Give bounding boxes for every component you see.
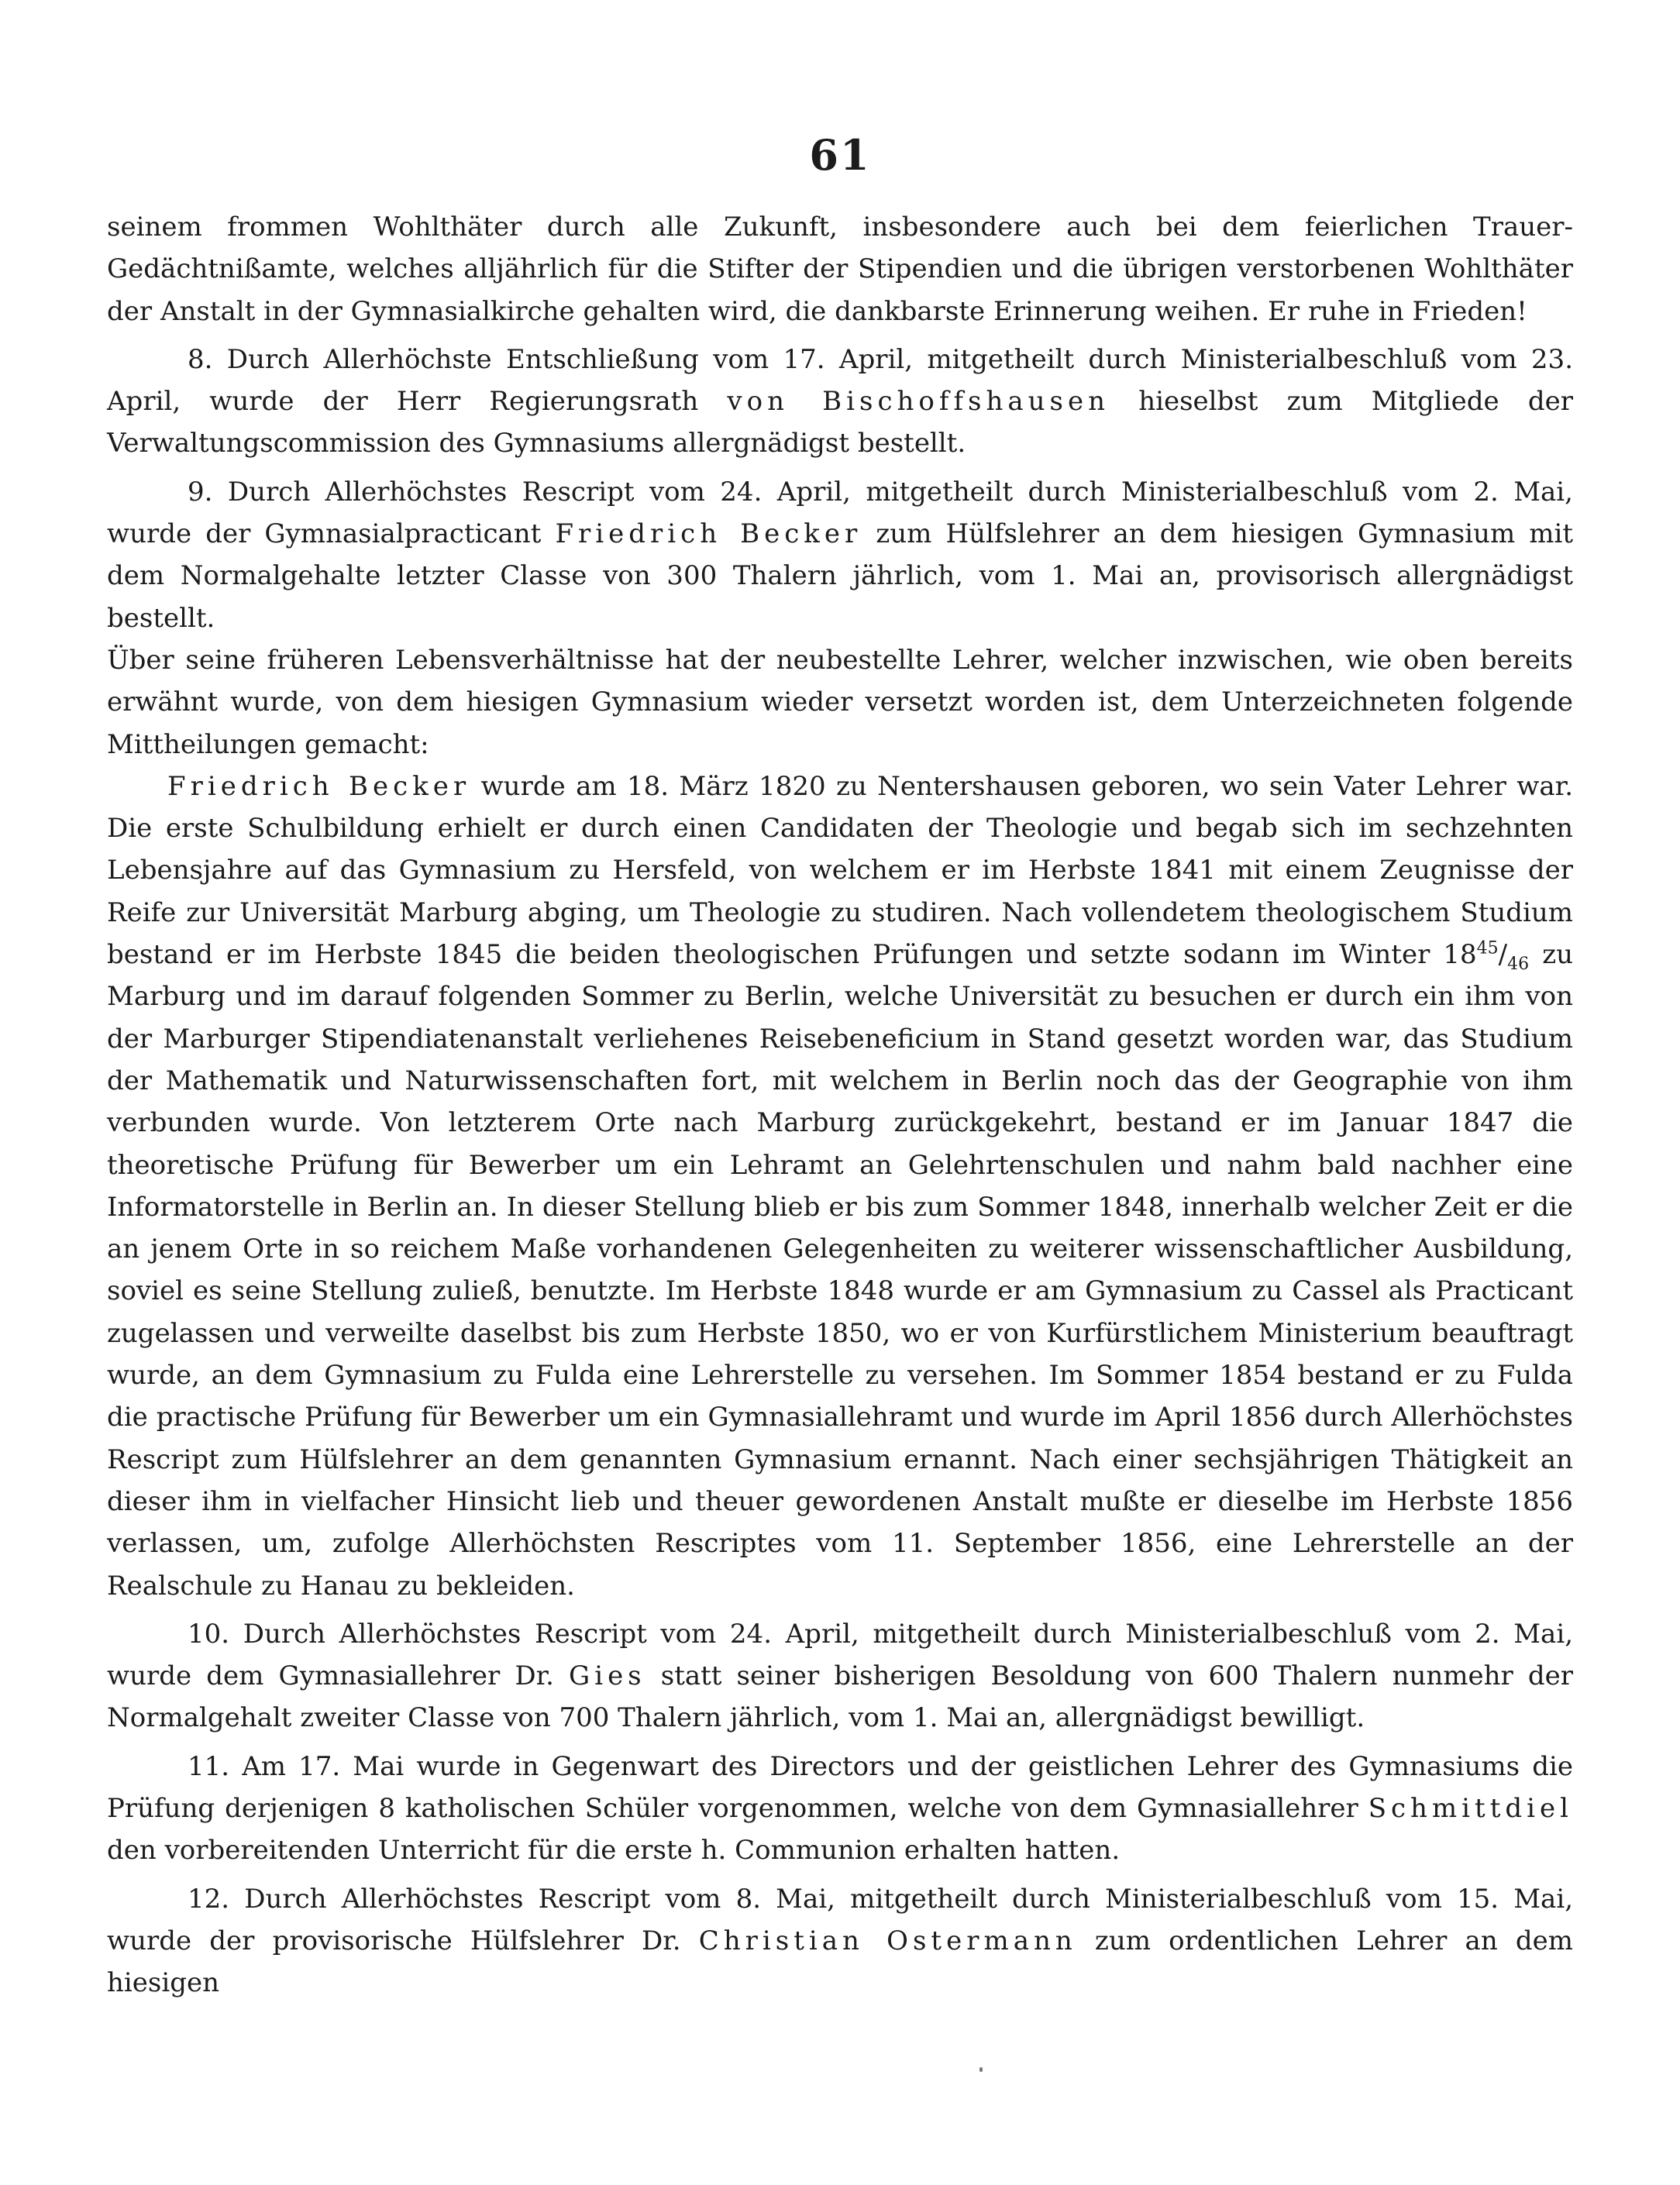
paper-speck <box>979 2067 983 2072</box>
item-12-text-a: 12. Durch Allerhöchstes Rescript vom 8. Mai, mitgetheilt durch Ministerialbeschluß vom 15. Mai, wurde der provisorische Hülfslehrer Dr. <box>107 1883 1573 1956</box>
item-8-text-a: 8. Durch Allerhöchste Entschließung vom 17. April, mitgetheilt durch Ministerialbeschluß vom 23. April, wurde der Herr Regierungsrath <box>107 343 1573 418</box>
item-9-text-a: 9. Durch Allerhöchstes Rescript vom 24. April, mitgetheilt durch Ministerialbeschluß vom 2. Mai, wurde der Gymnasialpracticant <box>107 476 1573 550</box>
item-10-paragraph <box>107 1613 1573 1739</box>
item-9-paragraph <box>107 471 1573 639</box>
item-9-text-b: zum Hülfslehrer an dem hiesigen Gymnasium mit dem Normalgehalte letzter Classe von 300 Thalern jährlich, vom 1. Mai an, provisorisch allergnädigst bestellt. <box>107 518 1574 634</box>
item-8-name: von Bischoffshausen <box>727 386 1110 418</box>
item-8-paragraph <box>107 339 1573 465</box>
item-10-name: Gies <box>569 1660 646 1692</box>
item-8-text-b: hieselbst zum Mitgliede der Verwaltungscommission des Gymnasiums allergnädigst bestellt. <box>107 386 1573 459</box>
item-10-text-b: statt seiner bisherigen Besoldung von 600 Thalern nunmehr der Normalgehalt zweiter Classe von 700 Thalern jährlich, vom 1. Mai an, allergnädigst bewilligt. <box>107 1660 1574 1734</box>
item-11-text-b: den vorbereitenden Unterricht für die erste h. Communion erhalten hatten. <box>107 1835 1121 1867</box>
item-12-text-b: zum ordentlichen Lehrer an dem hiesigen <box>107 1925 1573 1999</box>
body-text <box>107 206 1573 2004</box>
intro-paragraph: seinem frommen Wohlthäter durch alle Zukunft, insbesondere auch bei dem feierlichen Trauer-Gedächtnißamte, welches alljährlich für die Stifter der Stipendien und die übrigen verstorbenen Wohlthäter der Anstalt in der Gymnasialkirche gehalten wird, die dankbarste Erinnerung weihen. Er ruhe in Frieden! <box>107 212 1573 327</box>
page-number: 61 <box>809 130 871 180</box>
year-subscript: 46 <box>1507 954 1530 974</box>
biography-name: Friedrich Becker <box>167 770 471 802</box>
item-11-name: Schmittdiel <box>1368 1792 1573 1824</box>
biography-paragraph <box>107 766 1573 1607</box>
item-12-paragraph <box>107 1878 1573 2004</box>
item-10-text-a: 10. Durch Allerhöchstes Rescript vom 24. April, mitgetheilt durch Ministerialbeschluß vom 2. Mai, wurde dem Gymnasiallehrer Dr. <box>107 1618 1573 1692</box>
biography-text-b: zu Marburg und im darauf folgenden Sommer zu Berlin, welche Universität zu besuchen er durch ein ihm von der Marburger Stipendiatenanstalt verliehenes Reisebeneficium in Stand gesetzt worden war, das Studium der Mathematik und Naturwissenschaften fort, mit welchem in Berlin noch das der Geographie von ihm verbunden wurde. Von letzterem Orte nach Marburg zurückgekehrt, bestand er im Januar 1847 die theoretische Prüfung für Bewerber um ein Lehramt an Gelehrtenschulen und nahm bald nachher eine Informatorstelle in Berlin an. In dieser Stellung blieb er bis zum Sommer 1848, innerhalb welcher Zeit er die an jenem Orte in so reichem Maße vorhandenen Gelegenheiten zu weiterer wissenschaftlicher Ausbildung, soviel es seine Stellung zuließ, benutzte. Im Herbste 1848 wurde er am Gymnasium zu Cassel als Practicant zugelassen und verweilte daselbst bis zum Herbste 1850, wo er von Kurfürstlichem Ministerium beauftragt wurde, an dem Gymnasium zu Fulda eine Lehrerstelle zu versehen. Im Sommer 1854 bestand er zu Fulda die practische Prüfung für Bewerber um ein Gymnasiallehramt und wurde im April 1856 durch Allerhöchstes Rescript zum Hülfslehrer an dem genannten Gymnasium ernannt. Nach einer sechsjährigen Thätigkeit an dieser ihm in vielfacher Hinsicht lieb und theuer gewordenen Anstalt mußte er dieselbe im Herbste 1856 verlassen, um, zufolge Allerhöchsten Rescriptes vom 11. September 1856, eine Lehrerstelle an der Realschule zu Hanau zu bekleiden. <box>107 939 1573 1602</box>
item-9-name: Friedrich Becker <box>555 518 862 550</box>
item-9-continuation: Über seine früheren Lebensverhältnisse hat der neubestellte Lehrer, welcher inzwischen, wie oben bereits erwähnt wurde, von dem hiesigen Gymnasium wieder versetzt worden ist, dem Unterzeichneten folgende Mittheilungen gemacht: <box>107 644 1573 760</box>
biography-text-a: wurde am 18. März 1820 zu Nentershausen geboren, wo sein Vater Lehrer war. Die erste Schulbildung erhielt er durch einen Candidaten der Theologie und begab sich im sechzehnten Lebensjahre auf das Gymnasium zu Hersfeld, von welchem er im Herbste 1841 mit einem Zeugnisse der Reife zur Universität Marburg abging, um Theologie zu studiren. Nach vollendetem theologischem Studium bestand er im Herbste 1845 die beiden theologischen Prüfungen und setzte sodann im Winter 18 <box>107 770 1573 971</box>
year-superscript: 45 <box>1476 938 1499 958</box>
item-11-text-a: 11. Am 17. Mai wurde in Gegenwart des Directors und der geistlichen Lehrer des Gymnasiums die Prüfung derjenigen 8 katholischen Schüler vorgenommen, welche von dem Gymnasiallehrer <box>107 1750 1573 1824</box>
document-page <box>107 132 1573 2162</box>
year-separator: / <box>1498 939 1508 971</box>
item-11-paragraph <box>107 1746 1573 1872</box>
item-12-name: Christian Ostermann <box>698 1925 1077 1956</box>
